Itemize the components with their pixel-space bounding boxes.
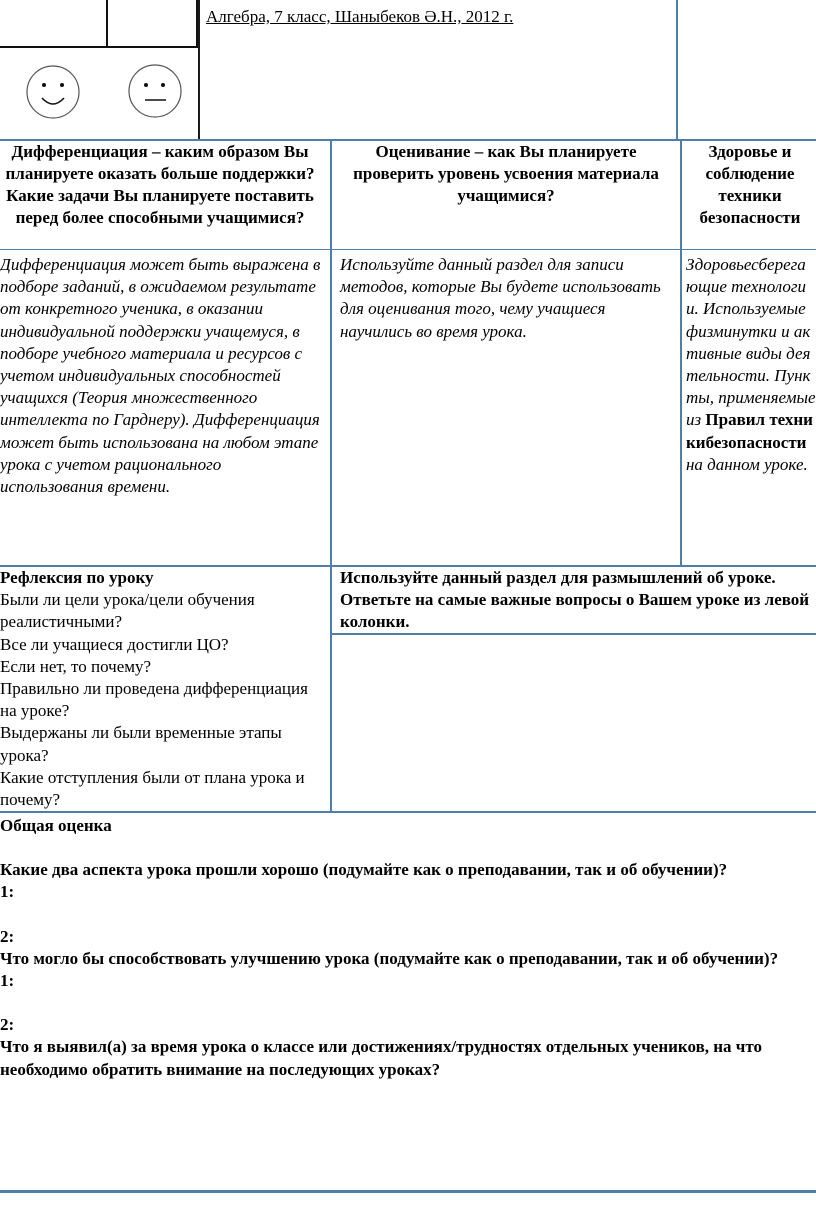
summary-question-1: Какие два аспекта урока прошли хорошо (подумайте как о преподавании, так и об обучении)? bbox=[0, 860, 728, 880]
col-divider-2 bbox=[680, 140, 682, 566]
smiley-face-icon bbox=[22, 64, 84, 120]
reflection-question: Какие отступления были от плана урока и почему? bbox=[0, 767, 305, 810]
page-title: Алгебра, 7 класс, Шаныбеков Ә.Н., 2012 г. bbox=[206, 7, 514, 26]
reflection-question: Все ли учащиеся достигли ЦО? bbox=[0, 634, 229, 654]
reflection-instruction: Используйте данный раздел для размышлений об уроке. Ответьте на самые важные вопросы о Вашем уроке из левой колонки. bbox=[340, 568, 810, 632]
summary-heading: Общая оценка bbox=[0, 816, 112, 835]
summary-question-2: Что могло бы способствовать улучшению урока (подумайте как о преподавании, так и об обучении)? bbox=[0, 948, 779, 968]
col-divider-1 bbox=[330, 140, 332, 812]
summary-block bbox=[0, 815, 814, 1081]
face-divider bbox=[198, 0, 200, 140]
summary-question-3: Что я выявил(а) за время урока о классе или достижениях/трудностях отдельных учеников, на что необходимо обратить внимание на последующих уроках? bbox=[0, 1037, 763, 1079]
face-box-right bbox=[108, 0, 198, 48]
reflection-bottom-border bbox=[0, 811, 816, 813]
health-body-part2: на данном уроке. bbox=[686, 454, 808, 474]
health-body bbox=[686, 254, 816, 476]
summary-item: 1: bbox=[0, 971, 15, 991]
health-heading: Здоровье и соблюдение техники безопасности bbox=[699, 142, 801, 227]
reflection-question: Правильно ли проведена дифференциация на уроке? bbox=[0, 679, 308, 721]
title-box-right-border bbox=[676, 0, 678, 140]
reflection-question: Выдержаны ли были временные этапы урока? bbox=[0, 723, 282, 765]
assessment-body: Используйте данный раздел для записи методов, которые Вы будете использовать для оценивания того, чему учащиеся научились во время урока. bbox=[340, 255, 661, 341]
page-bottom-border bbox=[0, 1190, 816, 1193]
summary-item: 2: bbox=[0, 1015, 15, 1035]
differentiation-heading: Дифференциация – каким образом Вы планируете оказать больше поддержки? Какие задачи Вы планируете поставить перед более способными учащимися? bbox=[5, 142, 315, 227]
reflection-block bbox=[0, 567, 322, 811]
health-body-bold: Правил техникибезопасности bbox=[686, 410, 813, 452]
reflection-heading: Рефлексия по уроку bbox=[0, 568, 154, 587]
reflection-question: Были ли цели урока/цели обучения реалистичными? bbox=[0, 590, 255, 632]
reflection-question: Если нет, то почему? bbox=[0, 656, 152, 676]
assessment-heading: Оценивание – как Вы планируете проверить уровень усвоения материала учащимися? bbox=[353, 142, 659, 205]
neutral-face-icon bbox=[126, 62, 184, 120]
header-row-border bbox=[0, 249, 816, 250]
health-body-part1: Здоровьесберегающие технологии. Используемые физминутки и активные виды деятельности. Пункты, применяемые из bbox=[686, 255, 816, 430]
summary-item: 1: bbox=[0, 882, 15, 902]
face-box-left bbox=[0, 0, 108, 48]
summary-item: 2: bbox=[0, 926, 15, 946]
differentiation-body: Дифференциация может быть выражена в подборе заданий, в ожидаемом результате от конкретного ученика, в оказании индивидуальной поддержки учащемуся, в подборе учебного материала и ресурсов с учетом индивидуальных способностей учащихся (Теория множественного интеллекта по Гарднеру). Дифференциация может быть использована на любом этапе урока с учетом рационального использования времени. bbox=[0, 255, 321, 497]
